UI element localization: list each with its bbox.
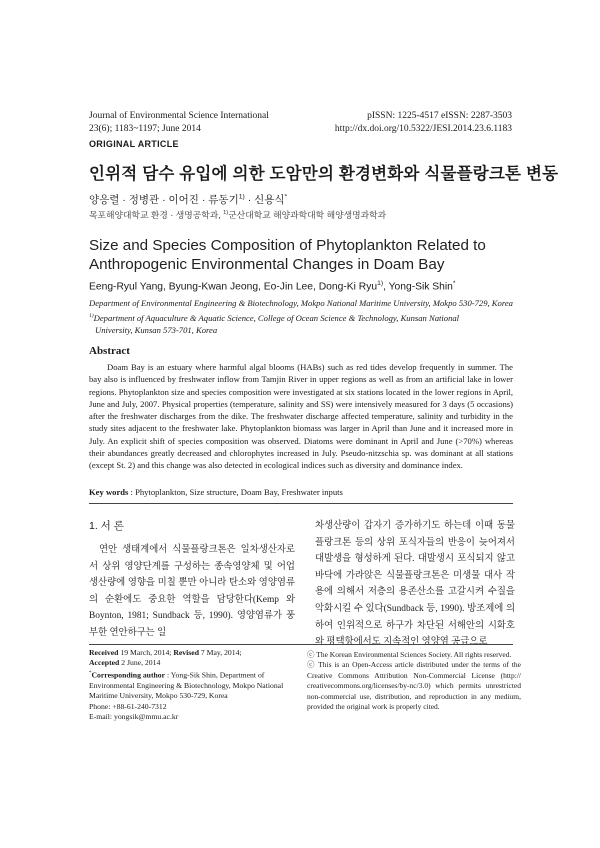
journal-name: Journal of Environmental Science International [89, 111, 269, 121]
korean-affiliation [89, 208, 386, 221]
dates-line-1 [89, 648, 301, 658]
keywords-text: : Phytoplankton, Size structure, Doam Bay, Freshwater inputs [128, 487, 343, 497]
open-access-line: ⓒ This is an Open-Access article distributed under the terms of the Creative Commons Attribution Non-Commercial License (http:// creativecommons.org/licenses/by-nc/3.0) which permits unrestricted non-commercial use, distribution, and reproduction in any medium, provided the original work is properly cited. [307, 660, 521, 712]
issn-header [335, 110, 512, 136]
email[interactable]: E-mail: yongsik@mmu.ac.kr [89, 712, 179, 721]
abstract-heading: Abstract [89, 345, 130, 357]
keywords-label: Key words [89, 487, 129, 497]
accepted-date: 2 June, 2014 [119, 658, 161, 668]
accepted-label: Accepted [89, 658, 120, 668]
corresponding-mark: * [89, 670, 92, 676]
article-label: ORIGINAL ARTICLE [89, 139, 179, 149]
body-column-right: 차생산량이 갑자기 증가하기도 하는데 이때 동물플랑크톤 등의 상위 포식자들의 반응이 늦어져서 대발생을 형성하게 된다. 대발생시 포식되지 않고 바닥에 가라앉은 식물플랑크톤은 미생물 대사 작용에 의해서 저층의 용존산소를 고갈시켜 수질을 악화시킬 수 있다(Sundback 등, 1990). 방조제에 의하여 인위적으로 하구가 차단된 서해안의 시화호와 평택항에서도 지속적인 영양염 공급으로 [315, 521, 515, 648]
abstract-body: Doam Bay is an estuary where harmful algal blooms (HABs) such as red tides develop frequently in summer. The bay also is influenced by freshwater inflow from Tamjin River in upper regions as well as from an artificial lake in lower regions. Phytoplankton size and species composition were investigated at six stations located in the lower regions in April, June and July, 2007. Physical properties (temperature, salinity and SS) were intensively measured for 3 days (5 occasions) after the freshwater discharges from the dike. The freshwater discharge affected temperature, salinity and turbidity in the study sites adjacent to the freshwater lake. Phytoplankton biomass was larger in April than June and it increased more in July. An explicit shift of species composition was observed. Diatoms were dominant in April and June (>70%) whereas their abundances greatly decreased and chlorophytes increased in July. Pseudo-nitzschia sp. was dominant at all stations (except St. 2) and this change was also detected in ecological indices such as diversity and dominance index. [89, 362, 513, 471]
korean-authors [89, 192, 287, 207]
korean-affiliation-1: 목포해양대학교 환경 · 생명공학과, [89, 210, 224, 220]
english-affiliation-2-text: Department of Aquaculture & Aquatic Science, College of Ocean Science & Technology, Kunsan National [93, 312, 460, 323]
english-authors-text: Eeng-Ryul Yang, Byung-Kwan Jeong, Eo-Jin Lee, Dong-Ki Ryu [89, 281, 378, 293]
issn: pISSN: 1225-4517 eISSN: 2287-3503 [367, 111, 512, 121]
english-affiliation-2-cont: University, Kunsan 573-701, Korea [95, 324, 218, 335]
footnote-divider [89, 644, 513, 645]
license-info [307, 650, 521, 712]
corresponding-label: Corresponding author [91, 670, 166, 680]
doi-link[interactable]: http://dx.doi.org/10.5322/JESI.2014.23.6.1183 [334, 124, 512, 134]
corresponding-text: : Yong-Sik Shin, Department of Environmental Engineering & Biotechnology, Mokpo National Maritime University, Mokpo 530-729, Korea [89, 670, 284, 701]
english-authors-sup: 1) [377, 280, 384, 287]
revised-date: 7 May, 2014; [198, 648, 242, 657]
korean-affiliation-2: 군산대학교 해양과학대학 해양생명과학과 [228, 210, 387, 220]
korean-authors-text: 양응렬 · 정병관 · 이어진 · 류동기 [89, 194, 239, 206]
phone: Phone: +88-61-240-7312 [89, 701, 167, 711]
footnote-info [89, 648, 301, 722]
journal-issue: 23(6); 1183~1197; June 2014 [89, 124, 201, 134]
received-label: Received [89, 648, 119, 657]
section-heading: 1. 서 론 [89, 520, 124, 532]
dates-line-2 [89, 658, 301, 668]
keywords [89, 487, 513, 497]
english-affiliations [89, 297, 519, 336]
english-corresponding-mark: * [452, 280, 456, 287]
received-date: 19 March, 2014; [118, 648, 174, 657]
korean-authors-last: · 신용식 [244, 194, 285, 206]
english-affiliation-1: Department of Environmental Engineering & Biotechnology, Mokpo National Maritime University, Mokpo 530-729, Korea [89, 298, 513, 308]
journal-header [89, 110, 269, 136]
english-affiliation-2 [89, 310, 519, 324]
corresponding-author [89, 669, 301, 702]
korean-title: 인위적 담수 유입에 의한 도암만의 환경변화와 식물플랑크톤 변동 [89, 165, 559, 183]
korean-affiliation-sup: 1) [223, 210, 229, 217]
english-authors [89, 280, 456, 292]
body-column-left: 연안 생태계에서 식물플랑크톤은 일차생산자로서 상위 영양단계를 구성하는 종속영양체 및 어업 생산량에 영향을 미칠 뿐만 아니라 탄소와 영양염류의 순환에도 중요한 역할을 담당한다(Kemp 와 Boynton, 1981; Sundback 등, 1990). 영양염류가 풍부한 연안하구는 일 [89, 545, 295, 638]
english-title: Size and Species Composition of Phytoplankton Related to Anthropogenic Environmental Changes in Doam Bay [89, 237, 486, 273]
korean-authors-sup: 1) [238, 193, 245, 201]
revised-label: Revised [173, 648, 199, 657]
copyright-line: ⓒ The Korean Environmental Sciences Society. All rights reserved. [307, 650, 512, 659]
korean-corresponding-mark: * [284, 193, 288, 201]
english-affiliation-2-sup: 1) [89, 312, 94, 319]
keywords-divider [89, 503, 513, 504]
english-authors-last: , Yong-Sik Shin [383, 281, 453, 293]
